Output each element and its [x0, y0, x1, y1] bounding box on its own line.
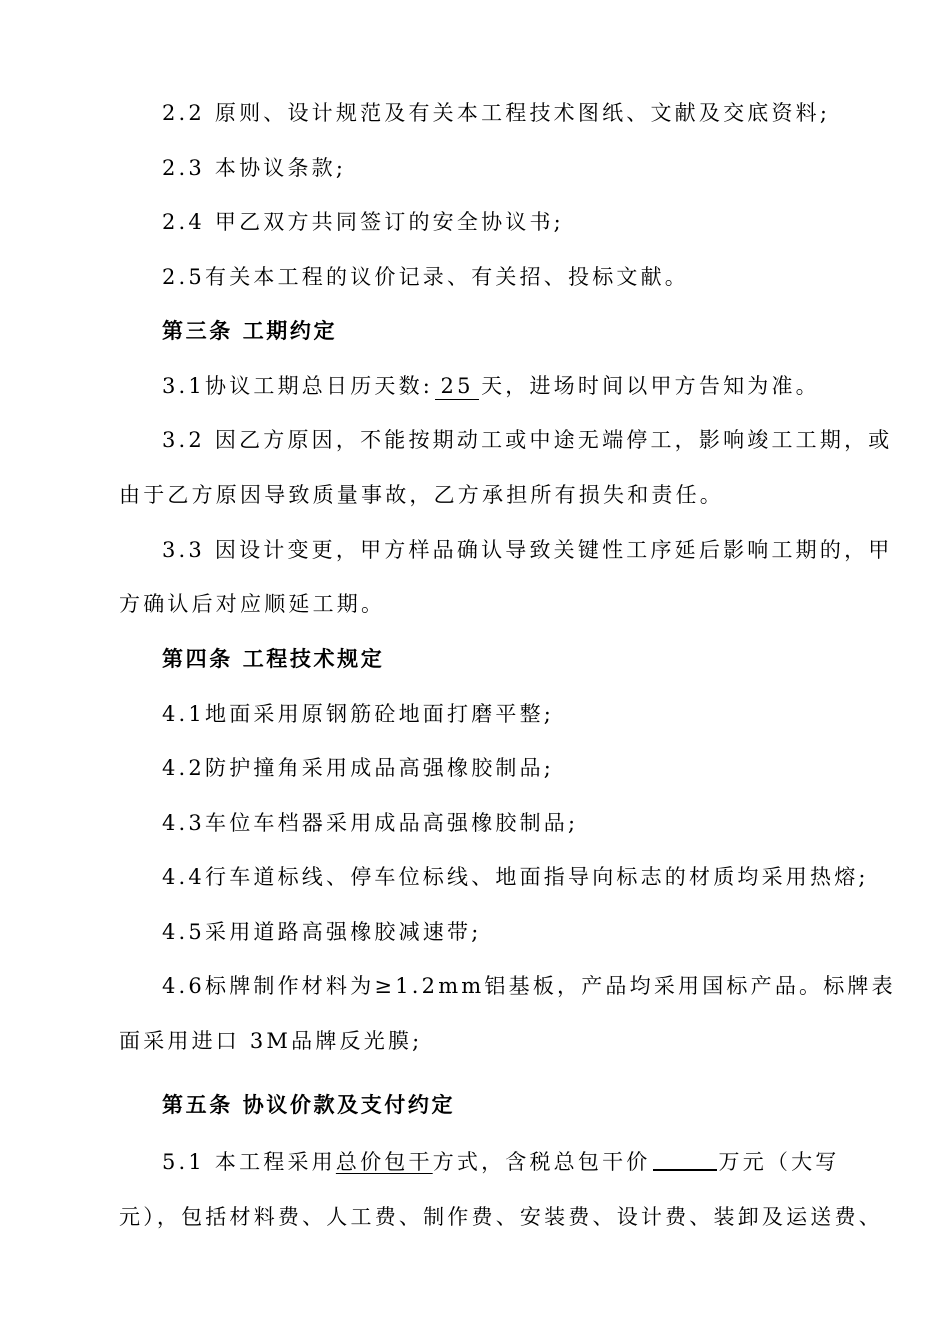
item-5-1-text-b: 方式，含税总包干价 [432, 1150, 651, 1174]
item-4-4: 4.4行车道标线、停车位标线、地面指导向标志的材质均采用热熔; [162, 865, 869, 889]
item-3-2-line1: 3.2 因乙方原因，不能按期动工或中途无端停工，影响竣工工期，或 [162, 428, 893, 452]
item-2-3: 2.3 本协议条款; [162, 156, 347, 180]
item-3-3-line2: 方确认后对应顺延工期。 [119, 592, 386, 616]
clause-5-title: 第五条 协议价款及支付约定 [162, 1093, 456, 1117]
item-4-3: 4.3车位车档器采用成品高强橡胶制品; [162, 811, 579, 835]
item-3-1 [162, 371, 820, 401]
item-5-1-line1 [162, 1147, 840, 1177]
item-4-6-line1: 4.6标牌制作材料为≥1.2mm铝基板，产品均采用国标产品。标牌表 [162, 974, 896, 998]
item-3-1-suffix: 天，进场时间以甲方告知为准。 [481, 374, 820, 398]
item-2-2: 2.2 原则、设计规范及有关本工程技术图纸、文献及交底资料; [162, 101, 831, 125]
item-3-1-prefix: 3.1协议工期总日历天数: [162, 374, 434, 398]
price-blank [653, 1149, 717, 1171]
item-5-1-text-c: 万元（大写 [718, 1150, 840, 1174]
duration-days-value: 25 [435, 373, 479, 400]
item-4-5: 4.5采用道路高强橡胶减速带; [162, 920, 482, 944]
item-5-1-text-a: 5.1 本工程采用 [162, 1150, 336, 1174]
clause-4-title: 第四条 工程技术规定 [162, 647, 385, 671]
item-4-1: 4.1地面采用原钢筋砼地面打磨平整; [162, 702, 555, 726]
item-5-1-line2: 元），包括材料费、人工费、制作费、安装费、设计费、装卸及运送费、 [119, 1205, 883, 1229]
clause-3-title: 第三条 工期约定 [162, 319, 338, 343]
item-3-3-line1: 3.3 因设计变更，甲方样品确认导致关键性工序延后影响工期的，甲 [162, 538, 893, 562]
pricing-method: 总价包干 [335, 1150, 433, 1174]
item-2-4: 2.4 甲乙双方共同签订的安全协议书; [162, 210, 564, 234]
item-4-6-line2: 面采用进口 3M品牌反光膜; [119, 1029, 423, 1053]
item-2-5: 2.5有关本工程的议价记录、有关招、投标文献。 [162, 265, 689, 289]
item-3-2-line2: 由于乙方原因导致质量事故，乙方承担所有损失和责任。 [119, 483, 724, 507]
item-4-2: 4.2防护撞角采用成品高强橡胶制品; [162, 756, 555, 780]
